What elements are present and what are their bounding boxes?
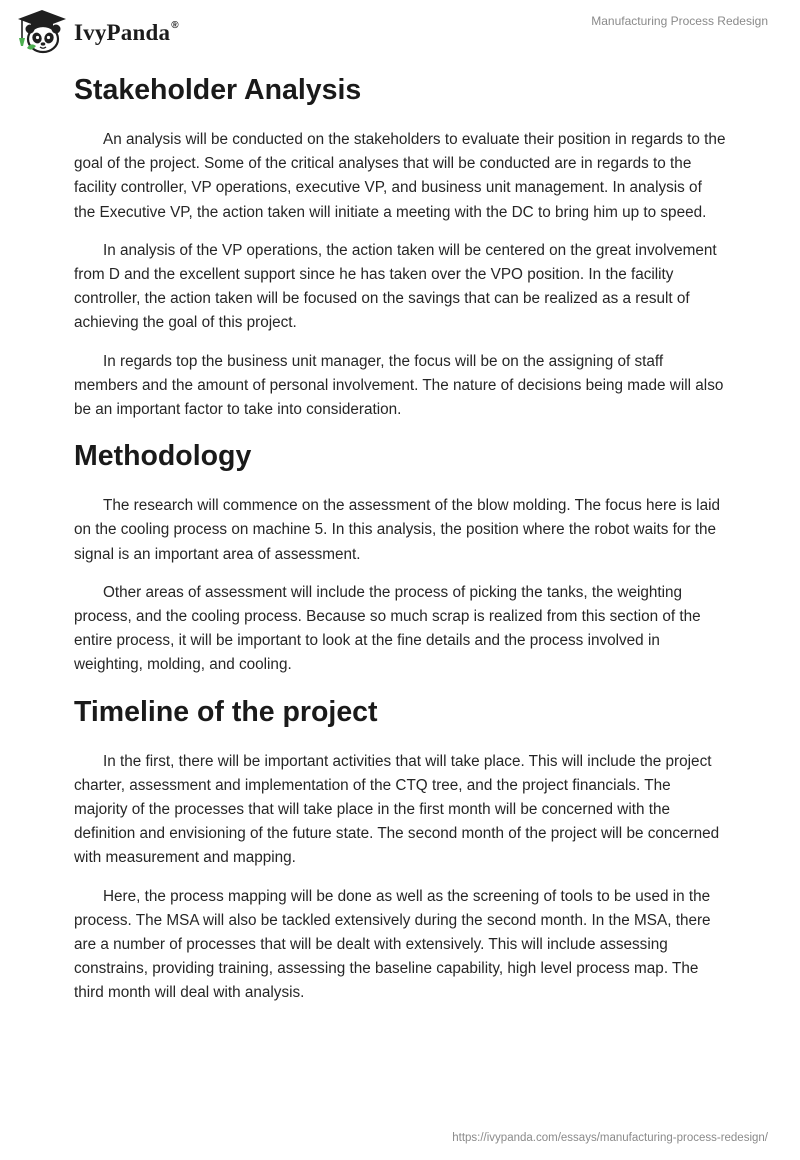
paragraph: The research will commence on the assessment of the blow molding. The focus here is laid on the cooling process on machine 5. In this analysis, the position where the robot waits for the signal is an important area of assessment. (74, 497, 720, 563)
logo-text: IvyPanda (74, 20, 171, 45)
paragraph: Other areas of assessment will include the process of picking the tanks, the weighting process, and the cooling process. Because so much scrap is realized from this section of the entire process, it will be important to look at the fine details and the process involved in weighting, molding, and cooling. (74, 583, 701, 674)
section-heading: Timeline of the project (74, 695, 378, 728)
page-header (0, 0, 800, 60)
section-heading: Stakeholder Analysis (74, 74, 362, 106)
paragraph: In regards top the business unit manager, the focus will be on the assigning of staff members and the amount of personal involvement. The nature of decisions being made will also be an important factor to take into consideration. (74, 352, 724, 419)
paragraph: In the first, there will be important activities that will take place. This will include the project charter, assessment and implementation of the CTQ tree, and the project financials. The majority of the processes that will take place in the first month will be concerned with the definition and envisioning of the future state. The second month of the project will be concerned with measurement and mapping. (74, 752, 720, 867)
section-timeline (74, 692, 726, 1006)
paragraph: Here, the process mapping will be done as well as the screening of tools to be used in the process. The MSA will also be tackled extensively during the second month. In the MSA, there are a number of processes that will be dealt with extensively. This will include assessing constrains, providing training, assessing the baseline capability, high level process map. The third month will deal with analysis. (74, 887, 711, 1002)
document-title: Manufacturing Process Redesign (591, 14, 768, 28)
section-methodology (74, 436, 726, 677)
logo-wordmark (74, 20, 179, 46)
section-stakeholder-analysis (74, 70, 726, 422)
article-body (74, 70, 726, 1020)
panda-graduate-icon (14, 8, 70, 56)
ivypanda-logo[interactable] (14, 8, 179, 56)
registered-mark: ® (171, 20, 179, 32)
section-heading: Methodology (74, 440, 252, 473)
paragraph: In analysis of the VP operations, the action taken will be centered on the great involvement from D and the excellent support since he has taken over the VPO position. In the facility controller, the action taken will be focused on the savings that can be realized as a result of achieving the goal of this project. (74, 241, 717, 332)
source-url[interactable]: https://ivypanda.com/essays/manufacturing-process-redesign/ (452, 1132, 768, 1144)
paragraph: An analysis will be conducted on the stakeholders to evaluate their position in regards to the goal of the project. Some of the critical analyses that will be conducted are in regards to the facility controller, VP operations, executive VP, and business unit management. In analysis of the Executive VP, the action taken will initiate a meeting with the DC to bring him up to speed. (74, 131, 726, 221)
